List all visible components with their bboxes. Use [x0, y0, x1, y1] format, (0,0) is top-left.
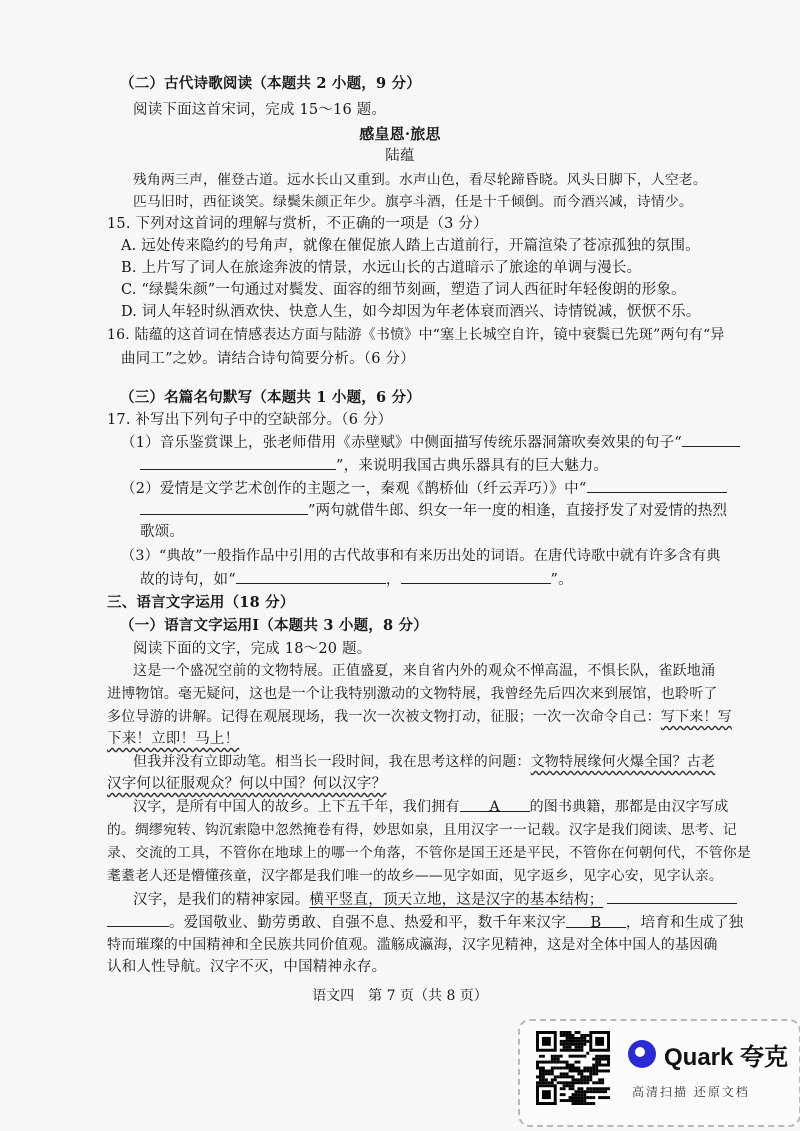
- quark-brand-name: Quark 夸克: [664, 1043, 789, 1071]
- question-15-option-c: C. “绿鬓朱颜”一句通过对鬓发、面容的细节刻画，塑造了词人西征时年轻俊朗的形象。: [121, 282, 686, 298]
- passage-p4-line-3: 特而璀璨的中国精神和全民族共同价值观。滥觞成瀛海，汉字见精神，这是对全体中国人的基因确: [107, 937, 718, 953]
- question-15: 15. 下列对这首词的理解与赏析，不正确的一项是（3 分）: [107, 216, 488, 232]
- poem-line-2: 匹马旧时，西征谈笑。绿鬓朱颜正年少。旗亭斗酒，任是十千倾倒。而今酒兴减，诗情少。: [133, 194, 693, 210]
- section-2-header: （二）古代诗歌阅读（本题共 2 小题，9 分）: [120, 75, 421, 92]
- passage-text: 但我并没有立即动笔。相当长一段时间，我在思考这样的问题：: [133, 754, 531, 770]
- passage-text: 汉字，是我们的精神家园。: [133, 892, 310, 908]
- passage-text: 多位导游的讲解。记得在观展现场，我一次一次被文物打动，征服；一次一次命令自己：: [107, 709, 661, 725]
- passage-p1-line-1: 这是一个盛况空前的文物特展。正值盛夏，来自省内外的观众不惮高温，不惧长队，雀跃地涌: [133, 663, 716, 679]
- poem-author: 陆蕴: [385, 148, 415, 164]
- passage-p3-line-2: 的。绸缪宛转、钩沉索隐中忽然掩卷有得，妙思如泉，且用汉字一一记载。汉字是我们阅读、思考、记: [107, 822, 737, 838]
- question-17-2-prompt: （2）爱情是文学艺术创作的主题之一，秦观《鹊桥仙（纤云弄巧）》中“: [121, 481, 587, 497]
- blank-a[interactable]: A: [460, 797, 530, 812]
- section-2-intro: 阅读下面这首宋词，完成 15～16 题。: [133, 102, 387, 118]
- question-17-1-prompt: （1）音乐鉴赏课上，张老师借用《赤壁赋》中侧面描写传统乐器洞箫吹奏效果的句子“: [121, 435, 682, 451]
- blank-b[interactable]: B: [566, 913, 626, 928]
- section-3-header: （三）名篇名句默写（本题共 1 小题，6 分）: [120, 389, 421, 406]
- quark-logo-icon: [628, 1040, 656, 1068]
- question-17-3-prompt: 故的诗句，如“: [140, 572, 236, 588]
- question-15-option-b: B. 上片写了词人在旅途奔波的情景，水远山长的古道暗示了旅途的单调与漫长。: [121, 260, 642, 276]
- wavy-underlined-text: 汉字何以征服观众？何以中国？何以汉字？: [107, 776, 387, 792]
- passage-text: 的图书典籍，那都是由汉字写成: [529, 799, 729, 815]
- wavy-underlined-text: 下来！立即！马上！: [107, 731, 240, 747]
- underlined-text: 横平竖直，顶天立地，这是汉字的基本结构；: [309, 892, 604, 908]
- question-16-line-1: 16. 陆蕴的这首词在情感表达方面与陆游《书愤》中“塞上长城空自许，镜中衰鬓已先斑”两句有“异: [107, 327, 725, 343]
- answer-blank[interactable]: [107, 912, 169, 927]
- passage-p4-line-4: 认和人性导航。汉字不灭，中国精神永存。: [107, 959, 387, 975]
- question-17: 17. 补写出下列句子中的空缺部分。（6 分）: [107, 412, 393, 428]
- part-3-intro: 阅读下面的文字，完成 18～20 题。: [133, 641, 372, 657]
- poem-line-1: 残角两三声，催登古道。远水长山又重到。水声山色，看尽轮蹄昏晓。风头日脚下，人空老。: [133, 172, 707, 188]
- part-3-sub-header: （一）语言文字运用Ⅰ（本题共 3 小题，8 分）: [120, 617, 428, 634]
- passage-p1-line-2: 进博物馆。毫无疑问，这也是一个让我特别激动的文物特展，我曾经先后四次来到展馆，也聆听了: [107, 686, 718, 702]
- question-17-2-line-3: 歌颂。: [140, 524, 185, 540]
- part-3-header: 三、语言文字运用（18 分）: [107, 594, 295, 611]
- answer-blank[interactable]: [607, 889, 737, 904]
- closing-quote: ”。: [550, 572, 573, 588]
- question-15-option-a: A. 远处传来隐约的号角声，就像在催促旅人踏上古道前行，开篇渲染了苍凉孤独的氛围。: [121, 238, 700, 254]
- quark-scan-badge: [518, 1019, 800, 1127]
- poem-title: 感皇恩·旅思: [359, 125, 441, 143]
- passage-text: ，培育和生成了独: [625, 915, 744, 931]
- question-17-3-line-1: （3）“典故”一般指作品中引用的古代故事和有来历出处的词语。在唐代诗歌中就有许多含有典: [121, 548, 721, 564]
- quark-logo: [628, 1037, 788, 1071]
- question-17-2-tail: ”两句就借牛郎、织女一年一度的相逢，直接抒发了对爱情的热烈: [308, 503, 728, 519]
- qr-code-icon: [536, 1031, 610, 1105]
- quark-tagline: 高清扫描 还原文档: [632, 1085, 750, 1099]
- comma: ，: [385, 572, 401, 588]
- passage-text: 。爱国敬业、勤劳勇敢、自强不息、热爱和平，数千年来汉字: [169, 915, 566, 931]
- page-footer: 语文四 第 7 页（共 8 页）: [312, 988, 488, 1004]
- passage-p4-line-2: [107, 912, 744, 933]
- question-17-1-tail: ”，来说明我国古典乐器具有的巨大魅力。: [336, 458, 609, 474]
- wavy-underlined-text: 写下来！写: [660, 709, 732, 725]
- question-15-option-d: D. 词人年轻时纵酒欢快、快意人生，如今却因为年老体衰而酒兴、诗情锐减，恹恹不乐。: [121, 304, 701, 320]
- passage-text: 汉字，是所有中国人的故乡。上下五千年，我们拥有: [133, 799, 460, 815]
- wavy-underlined-text: 文物特展缘何火爆全国？古老: [530, 754, 716, 770]
- question-16-line-2: 曲同工”之妙。请结合诗句简要分析。（6 分）: [121, 351, 415, 367]
- passage-p3-line-3: 录、交流的工具，不管你在地球上的哪一个角落，不管你是国王还是平民，不管你在何朝何代，不管你是: [107, 845, 751, 861]
- passage-p3-line-4: 耄耋老人还是懵懂孩童，汉字都是我们唯一的故乡——见字如面，见字返乡，见字心安，见字认亲。: [107, 868, 723, 884]
- passage-p4-line-1: [133, 889, 737, 910]
